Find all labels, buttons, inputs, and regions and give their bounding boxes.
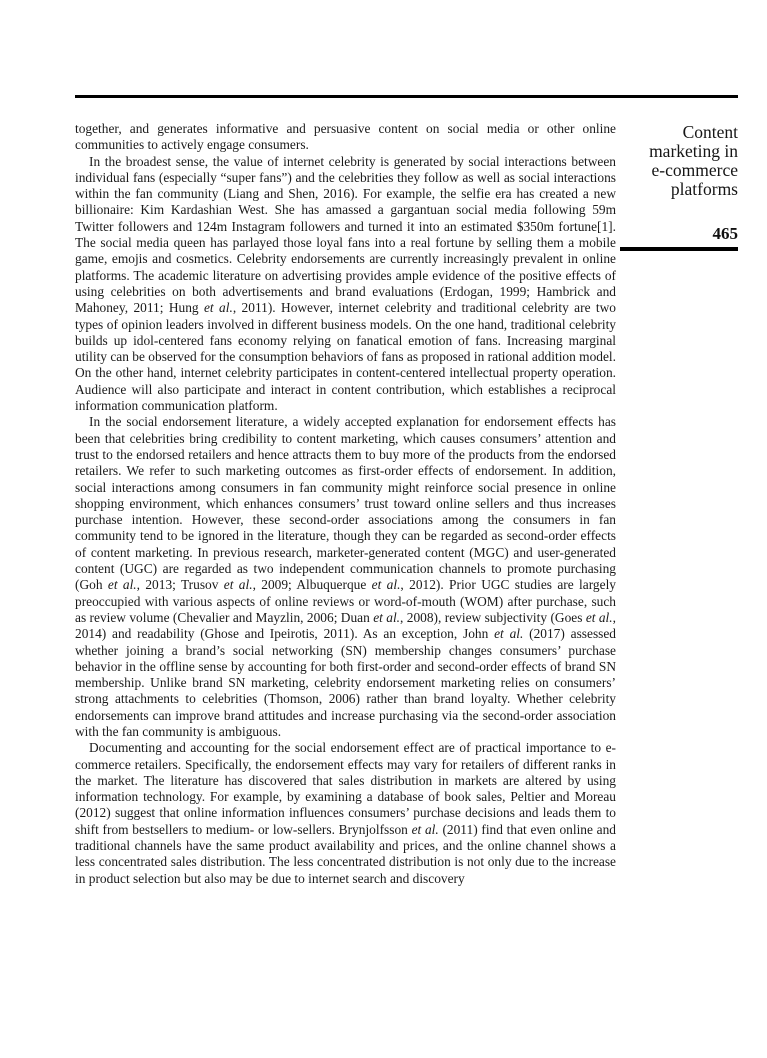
paragraph: Documenting and accounting for the social endorsement effect are of practical importance to e-commerce retailers. Specifically, the endorsement effects may vary for retailers of different ranks in the market. The literature has discovered that sales distribution in markets are altered by using information technology. For example, by examining a database of book sales, Peltier and Moreau (2012) suggest that online information influences consumers’ purchase decisions and leads them to shift from bestsellers to medium- or low-sellers. Brynjolfsson et al. (2011) find that even online and traditional channels have the same product availability and prices, and the online channel shows a less concentrated sales distribution. The less concentrated distribution is not only due to the increase in product selection but also may be due to internet search and discovery: [75, 740, 616, 886]
paragraph: In the social endorsement literature, a widely accepted explanation for endorsement effects has been that celebrities bring credibility to content marketing, which causes consumers’ attention and trust to the endorsed retailers and hence attracts them to buy more of the products from the endorsed retailers. We refer to such marketing outcomes as first-order effects of endorsement. In addition, social interactions among consumers in fan community might reinforce social presence in online shopping environment, which enhances consumers’ trust toward online sellers and thus increases purchase intention. However, these second-order associations among the consumers in fan community tend to be ignored in the literature, though they can be regarded as second-order effects of content marketing. In previous research, marketer-generated content (MGC) and user-generated content (UGC) are regarded as two independent communication channels to promote purchasing (Goh et al., 2013; Trusov et al., 2009; Albuquerque et al., 2012). Prior UGC studies are largely preoccupied with various aspects of online reviews or word-of-mouth (WOM) after purchase, such as review volume (Chevalier and Mayzlin, 2006; Duan et al., 2008), review subjectivity (Goes et al., 2014) and readability (Ghose and Ipeirotis, 2011). As an exception, John et al. (2017) assessed whether joining a brand’s social networking (SN) membership changes consumers’ purchase behavior in the offline sense by accounting for both first-order and second-order effects of brand SN membership. Unlike brand SN marketing, celebrity endorsement marketing relies on consumers’ strong attachments to celebrities (Thomson, 2006) rather than brand loyalty. Whether celebrity endorsements can improve brand attitudes and increase purchasing via the second-order association with the fan community is ambiguous.: [75, 414, 616, 739]
paragraph: together, and generates informative and persuasive content on social media or other online communities to actively engage consumers.: [75, 121, 616, 153]
running-title: [588, 123, 738, 199]
paragraph: In the broadest sense, the value of internet celebrity is generated by social interactions between individual fans (especially “super fans”) and the celebrities they follow as well as social interactions within the fan community (Liang and Shen, 2016). For example, the selfie era has created a new billionaire: Kim Kardashian West. She has amassed a gargantuan social media following 59m Twitter followers and 124m Instagram followers and turned it into an estimated $350m fortune[1]. The social media queen has parlayed those loyal fans into a real fortune by selling them a mobile game, emojis and cosmetics. Celebrity endorsements are currently increasingly prevalent in online platforms. The academic literature on advertising provides ample evidence of the positive effects of using celebrities on both advertisements and brand evaluations (Erdogan, 1999; Hambrick and Mahoney, 2011; Hung et al., 2011). However, internet celebrity and traditional celebrity are two types of opinion leaders involved in different business models. On the one hand, traditional celebrity builds up idol-centered fans economy relying on fanatical emotion of fans. Increasing marginal utility can be observed for the consumption behaviors of fans as proposed in rational addition model. On the other hand, internet celebrity participates in content-centered intellectual property operation. Audience will also participate and interact in content contribution, which establishes a reciprocal information communication platform.: [75, 153, 617, 414]
body-text: [75, 121, 616, 887]
running-title-line: e-commerce: [651, 160, 738, 180]
running-title-line: Content: [682, 122, 738, 142]
running-title-line: marketing in: [649, 141, 738, 161]
running-title-line: platforms: [670, 179, 738, 199]
running-head: [588, 123, 738, 251]
header-rule: [75, 95, 738, 98]
page-number: 465: [712, 224, 738, 243]
page-number-rule: [620, 247, 738, 251]
